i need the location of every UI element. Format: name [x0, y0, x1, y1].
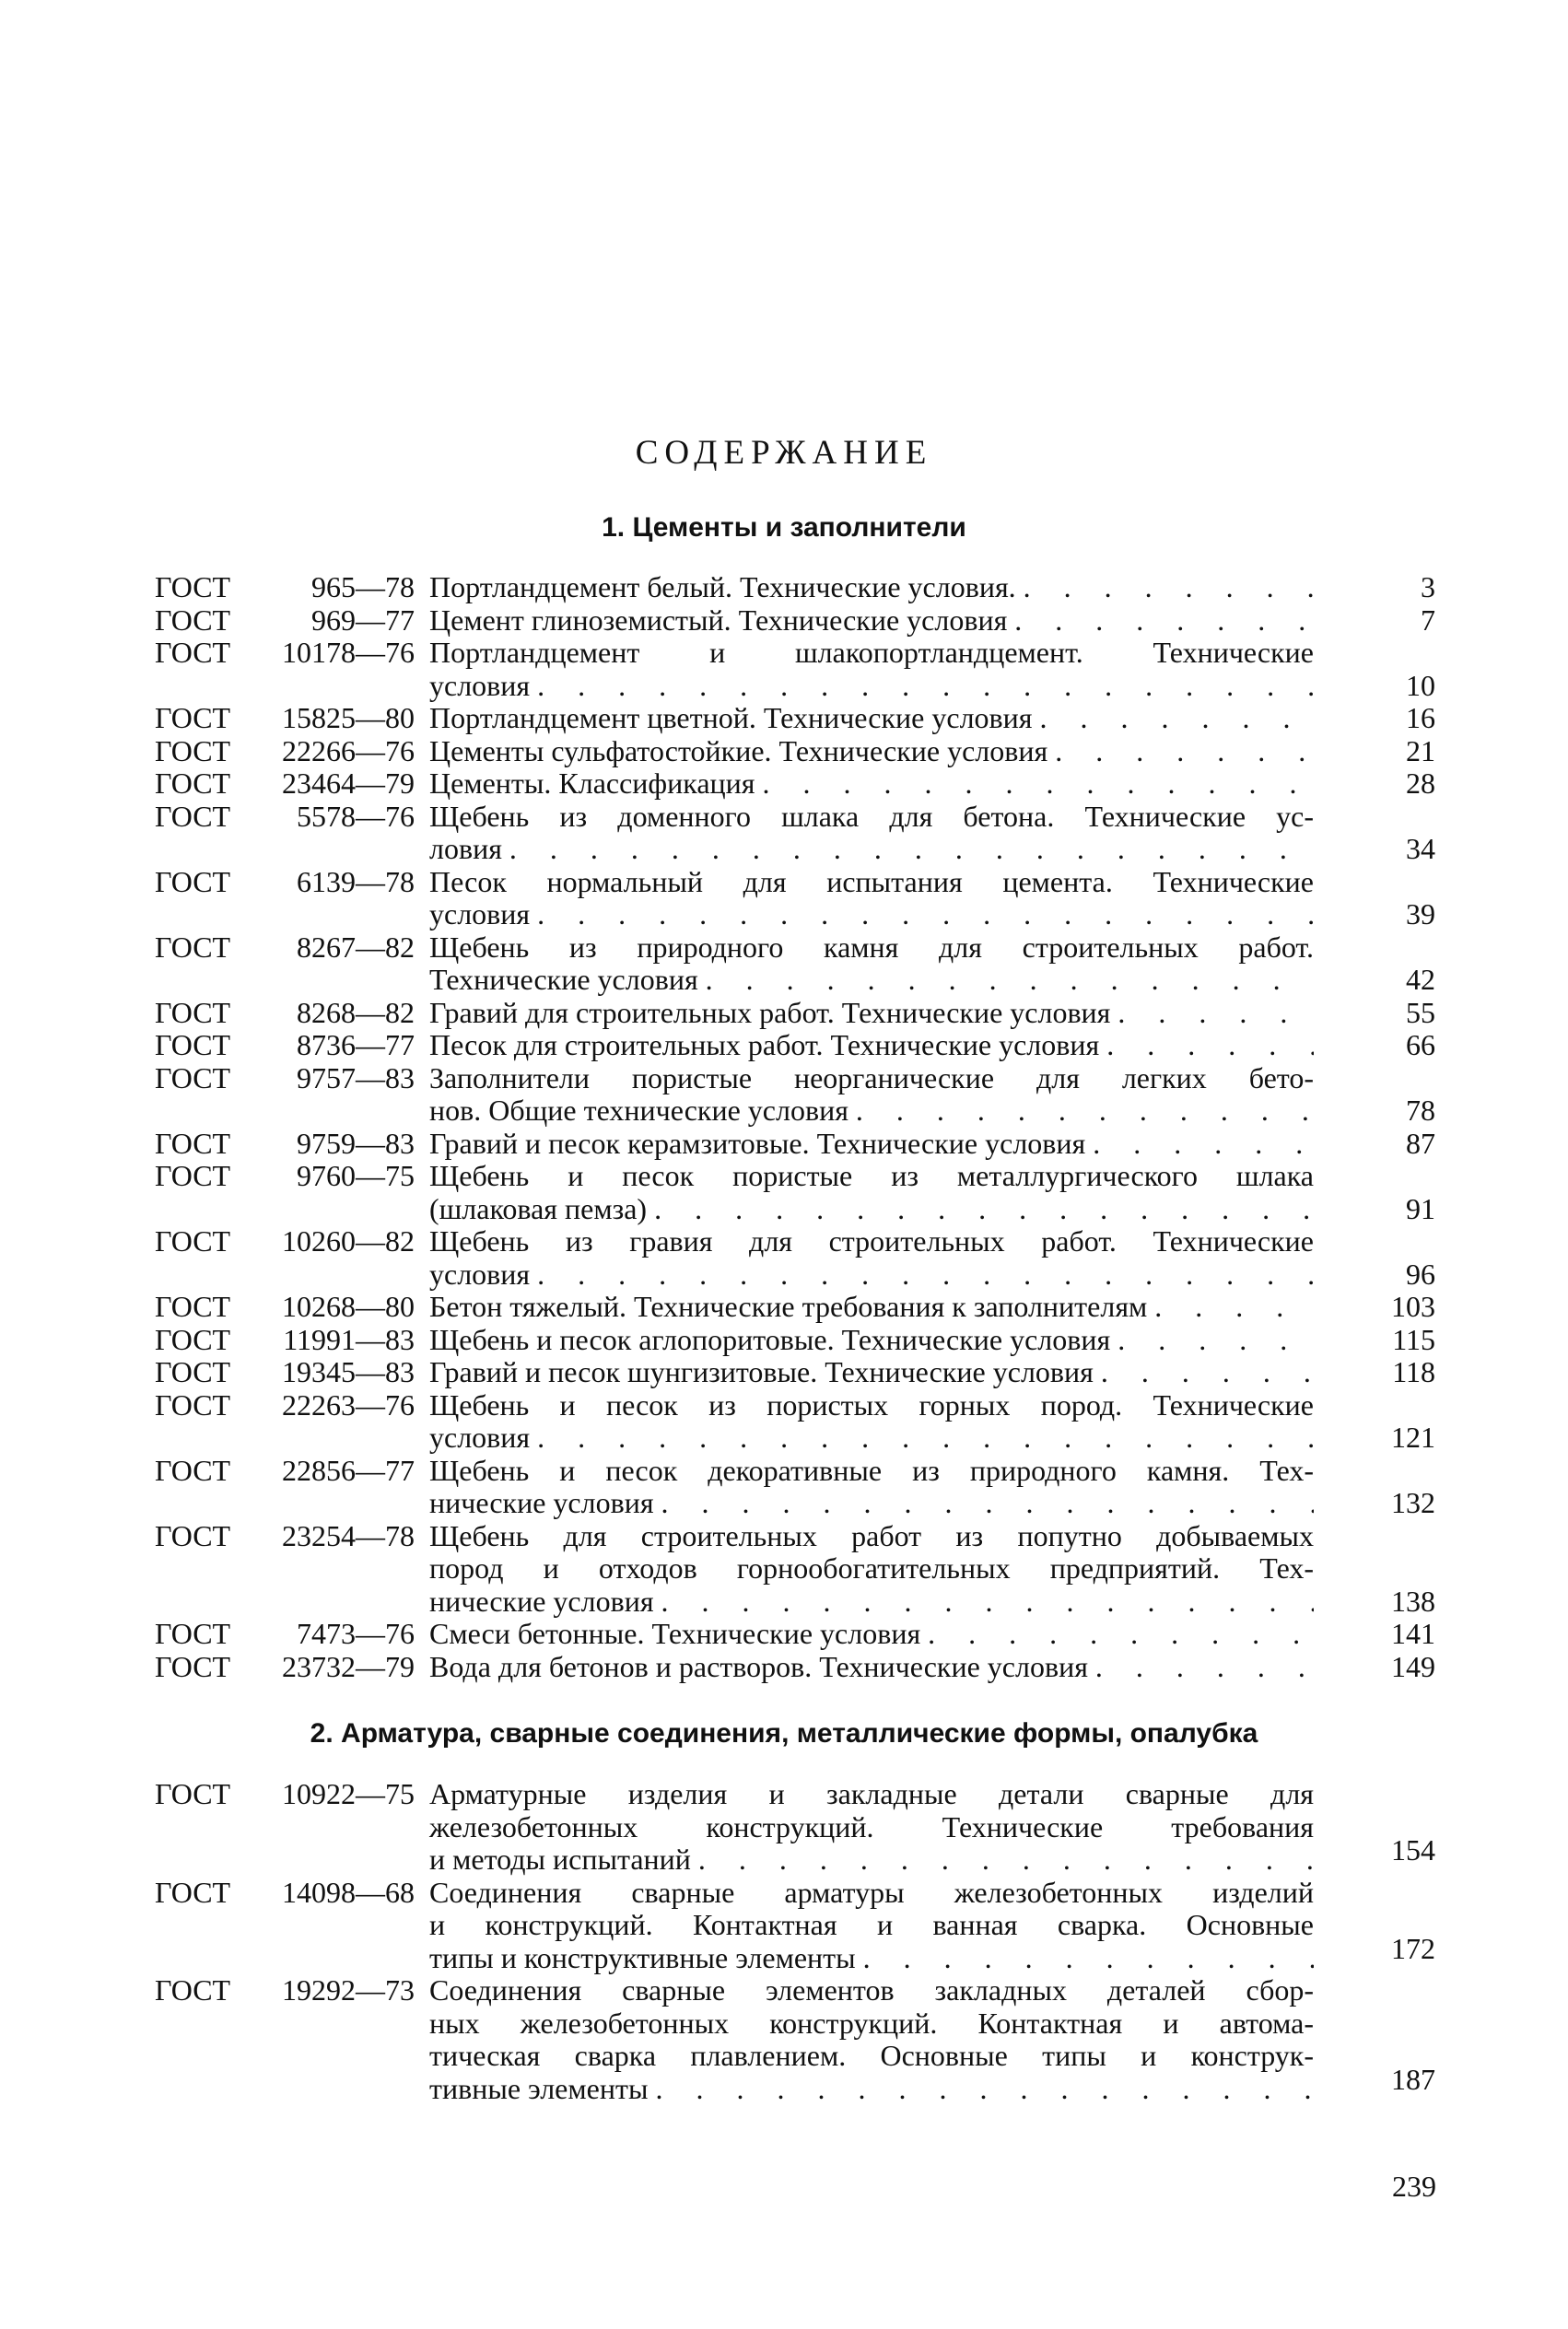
dot-leader — [856, 1942, 1314, 1975]
standard-prefix: ГОСТ — [155, 1649, 231, 1683]
standard-code: 8268—82 — [297, 995, 415, 1029]
standard-prefix: ГОСТ — [155, 1159, 231, 1192]
entry-title-line — [429, 1942, 1314, 1975]
standard-code: 22263—76 — [282, 1387, 415, 1422]
toc-entry — [155, 1291, 1435, 1324]
entry-title-text: условия — [429, 1257, 531, 1291]
entry-title-line — [429, 670, 1314, 703]
page-ref: 55 — [1406, 995, 1435, 1029]
standard-code: 10260—82 — [282, 1224, 415, 1258]
page-ref: 91 — [1406, 1191, 1435, 1225]
entry-title — [429, 1520, 1314, 1619]
entry-title-line — [429, 2073, 1314, 2106]
standard-prefix: ГОСТ — [155, 930, 231, 964]
entry-title-line — [429, 1877, 1314, 1910]
entry-title-text: тическая сварка плавлением. Основные типы и конструк- — [429, 2039, 1314, 2072]
toc-entry — [155, 1128, 1435, 1161]
entry-title-text: и конструкций. Контактная и ванная сварка. Основные — [429, 1908, 1314, 1941]
entry-title — [429, 702, 1314, 735]
page-ref: 87 — [1406, 1126, 1435, 1160]
toc-entry — [155, 604, 1435, 638]
standard-prefix: ГОСТ — [155, 1224, 231, 1258]
entry-title-line — [429, 1258, 1314, 1292]
entry-title — [429, 1029, 1314, 1062]
entry-title-line — [429, 735, 1314, 768]
standard-code: 6139—78 — [297, 864, 415, 898]
standard-prefix: ГОСТ — [155, 864, 231, 898]
entry-title-line — [429, 1811, 1314, 1844]
standard-code: 9757—83 — [297, 1060, 415, 1094]
standard-code: 10922—75 — [282, 1777, 415, 1810]
standard-code: 14098—68 — [282, 1875, 415, 1909]
page-ref: 149 — [1391, 1649, 1435, 1683]
dot-leader — [1110, 997, 1314, 1030]
entry-title — [429, 637, 1314, 702]
standard-prefix: ГОСТ — [155, 733, 231, 767]
entry-title-line — [429, 604, 1314, 638]
entry-title-text: Соединения сварные арматуры железобетонных изделий — [429, 1875, 1314, 1909]
entry-title-line — [429, 2040, 1314, 2073]
dot-leader — [530, 1422, 1314, 1455]
standard-code: 8736—77 — [297, 1028, 415, 1061]
entry-title-line — [429, 866, 1314, 899]
page-ref: 34 — [1406, 832, 1435, 865]
entry-title-line — [429, 1778, 1314, 1811]
toc-entry — [155, 1974, 1435, 2105]
standard-code: 23732—79 — [282, 1649, 415, 1683]
toc-entry — [155, 571, 1435, 604]
entry-title-text: Арматурные изделия и закладные детали сварные для — [429, 1777, 1314, 1810]
entry-title-text: Соединения сварные элементов закладных деталей сбор- — [429, 1973, 1314, 2007]
standard-code: 969—77 — [311, 603, 415, 637]
toc-entry — [155, 767, 1435, 801]
entry-title-text: Бетон тяжелый. Технические требования к заполнителям — [429, 1290, 1148, 1323]
entry-title-line — [429, 1651, 1314, 1684]
entry-title — [429, 1974, 1314, 2105]
standard-code: 5578—76 — [297, 799, 415, 833]
section-heading-cements: 1. Цементы и заполнители — [602, 512, 966, 543]
standard-prefix: ГОСТ — [155, 1777, 231, 1810]
entry-title-line — [429, 1094, 1314, 1128]
page-ref: 21 — [1406, 733, 1435, 767]
entry-title-line — [429, 1193, 1314, 1226]
entry-title-text: Песок для строительных работ. Технические условия — [429, 1028, 1100, 1061]
toc-entry — [155, 1618, 1435, 1651]
entry-title — [429, 1356, 1314, 1389]
entry-title — [429, 1778, 1314, 1877]
standard-code: 10268—80 — [282, 1290, 415, 1323]
standard-code: 23254—78 — [282, 1518, 415, 1552]
entry-title — [429, 1062, 1314, 1128]
entry-title-text: Портландцемент и шлакопортландцемент. Технические — [429, 636, 1314, 669]
dot-leader — [1032, 702, 1314, 735]
page-ref: 141 — [1391, 1617, 1435, 1650]
entry-title-text: Щебень и песок декоративные из природного камня. Тех- — [429, 1453, 1314, 1487]
dot-leader — [654, 1586, 1314, 1619]
entry-title-text: Цементы. Классификация — [429, 767, 755, 800]
entry-title-text: Цементы сульфатостойкие. Технические условия — [429, 733, 1048, 767]
toc-entry — [155, 1778, 1435, 1877]
standard-prefix: ГОСТ — [155, 570, 231, 603]
dot-leader — [1099, 1029, 1314, 1062]
entry-title-line — [429, 1520, 1314, 1553]
entry-title — [429, 1877, 1314, 1975]
dot-leader — [654, 1487, 1314, 1520]
entry-title-line — [429, 898, 1314, 931]
entry-title-text: Гравий для строительных работ. Технические условия — [429, 995, 1111, 1029]
toc-entry — [155, 801, 1435, 866]
standard-code: 8267—82 — [297, 930, 415, 964]
entry-title-text: и методы испытаний — [429, 1843, 691, 1876]
entry-title-line — [429, 801, 1314, 834]
dot-leader — [848, 1094, 1314, 1128]
toc-entry — [155, 931, 1435, 997]
page-number: 239 — [1392, 2170, 1436, 2203]
dot-leader — [647, 1193, 1314, 1226]
entry-title-text: условия — [429, 668, 531, 702]
toc-entry — [155, 702, 1435, 735]
page-ref: 16 — [1406, 701, 1435, 734]
toc-entry — [155, 1356, 1435, 1389]
entry-title-line — [429, 931, 1314, 965]
standard-code: 7473—76 — [297, 1617, 415, 1650]
entry-title-text: Щебень для строительных работ из попутно добываемых — [429, 1518, 1314, 1552]
standard-code: 9760—75 — [297, 1159, 415, 1192]
entry-title-line — [429, 1062, 1314, 1095]
entry-title-line — [429, 1029, 1314, 1062]
entry-title-line — [429, 1586, 1314, 1619]
dot-leader — [1094, 1356, 1314, 1389]
entry-title-line — [429, 637, 1314, 670]
page-ref: 42 — [1406, 963, 1435, 996]
page-ref: 78 — [1406, 1094, 1435, 1127]
dot-leader — [648, 2073, 1314, 2106]
dot-leader — [1110, 1324, 1314, 1357]
section-heading-reinforcement: 2. Арматура, сварные соединения, металлические формы, опалубка — [310, 1718, 1258, 1749]
entry-title-line — [429, 1618, 1314, 1651]
toc-entry — [155, 1520, 1435, 1619]
entry-title — [429, 1618, 1314, 1651]
standard-prefix: ГОСТ — [155, 995, 231, 1029]
toc-entry — [155, 866, 1435, 931]
entry-title-line — [429, 1909, 1314, 1942]
page-ref: 187 — [1391, 2062, 1435, 2096]
dot-leader — [502, 833, 1314, 866]
entry-title-text: Технические условия — [429, 963, 698, 996]
standard-prefix: ГОСТ — [155, 1617, 231, 1650]
dot-leader — [1085, 1128, 1314, 1161]
standard-prefix: ГОСТ — [155, 1453, 231, 1487]
entry-title-line — [429, 1974, 1314, 2007]
standard-prefix: ГОСТ — [155, 701, 231, 734]
entry-title-line — [429, 1389, 1314, 1422]
standard-code: 22266—76 — [282, 733, 415, 767]
page-title: СОДЕРЖАНИЕ — [635, 434, 933, 472]
entry-title-line — [429, 1356, 1314, 1389]
standard-code: 19345—83 — [282, 1355, 415, 1388]
dot-leader — [1007, 604, 1314, 638]
page-ref: 115 — [1392, 1322, 1435, 1356]
entry-title-text: ных железобетонных конструкций. Контактная и автома- — [429, 2006, 1314, 2040]
page-ref: 28 — [1406, 767, 1435, 800]
standard-prefix: ГОСТ — [155, 603, 231, 637]
dot-leader — [755, 767, 1314, 801]
entry-title — [429, 1225, 1314, 1291]
standard-code: 11991—83 — [283, 1322, 415, 1356]
standard-prefix: ГОСТ — [155, 1322, 231, 1356]
entry-title — [429, 571, 1314, 604]
dot-leader — [1047, 735, 1314, 768]
entry-title-text: Щебень из гравия для строительных работ. Технические — [429, 1224, 1314, 1258]
entry-title-line — [429, 964, 1314, 997]
dot-leader — [1016, 571, 1314, 604]
page-ref: 121 — [1391, 1421, 1435, 1454]
standard-prefix: ГОСТ — [155, 1518, 231, 1552]
toc-entry — [155, 1651, 1435, 1684]
toc-entry — [155, 1324, 1435, 1357]
entry-title-text: Щебень и песок аглопоритовые. Технические условия — [429, 1322, 1111, 1356]
entry-title-line — [429, 1160, 1314, 1193]
entry-title — [429, 604, 1314, 638]
toc-list-reinforcement — [155, 1778, 1435, 2105]
entry-title-line — [429, 1225, 1314, 1258]
entry-title-text: железобетонных конструкций. Технические требования — [429, 1809, 1314, 1843]
entry-title — [429, 767, 1314, 801]
standard-prefix: ГОСТ — [155, 767, 231, 800]
entry-title-text: нов. Общие технические условия — [429, 1094, 848, 1127]
toc-entry — [155, 1029, 1435, 1062]
standard-code: 15825—80 — [282, 701, 415, 734]
page-ref: 96 — [1406, 1257, 1435, 1291]
entry-title-line — [429, 1291, 1314, 1324]
toc-entry — [155, 1225, 1435, 1291]
entry-title — [429, 1651, 1314, 1684]
entry-title — [429, 735, 1314, 768]
entry-title-line — [429, 1843, 1314, 1877]
entry-title-text: Портландцемент цветной. Технические условия — [429, 701, 1033, 734]
entry-title-text: тивные элементы — [429, 2071, 649, 2105]
standard-prefix: ГОСТ — [155, 1060, 231, 1094]
entry-title-line — [429, 767, 1314, 801]
entry-title-line — [429, 1455, 1314, 1488]
standard-code: 19292—73 — [282, 1973, 415, 2007]
dot-leader — [1088, 1651, 1314, 1684]
page-ref: 172 — [1391, 1931, 1435, 1965]
standard-code: 965—78 — [311, 570, 415, 603]
entry-title-text: Вода для бетонов и растворов. Технические условия — [429, 1649, 1088, 1683]
entry-title — [429, 997, 1314, 1030]
entry-title-line — [429, 1128, 1314, 1161]
standard-code: 10178—76 — [282, 636, 415, 669]
entry-title-text: (шлаковая пемза) — [429, 1191, 648, 1225]
page-ref: 7 — [1421, 603, 1435, 637]
dot-leader — [698, 964, 1314, 997]
dot-leader — [530, 670, 1314, 703]
entry-title — [429, 1389, 1314, 1455]
entry-title-text: Щебень из природного камня для строительных работ. — [429, 930, 1314, 964]
page-ref: 3 — [1421, 570, 1435, 603]
entry-title-text: нические условия — [429, 1486, 654, 1519]
standard-prefix: ГОСТ — [155, 1875, 231, 1909]
entry-title — [429, 1291, 1314, 1324]
entry-title-text: типы и конструктивные элементы — [429, 1940, 856, 1974]
toc-entry — [155, 637, 1435, 702]
entry-title — [429, 801, 1314, 866]
standard-code: 9759—83 — [297, 1126, 415, 1160]
entry-title — [429, 1455, 1314, 1520]
entry-title-text: нические условия — [429, 1584, 654, 1618]
page-ref: 103 — [1391, 1290, 1435, 1323]
entry-title-text: Смеси бетонные. Технические условия — [429, 1617, 921, 1650]
page-ref: 154 — [1391, 1833, 1435, 1867]
entry-title-text: Песок нормальный для испытания цемента. Технические — [429, 864, 1314, 898]
entry-title-line — [429, 1487, 1314, 1520]
toc-entry — [155, 997, 1435, 1030]
toc-entry — [155, 1877, 1435, 1975]
standard-prefix: ГОСТ — [155, 636, 231, 669]
entry-title-line — [429, 1324, 1314, 1357]
dot-leader — [920, 1618, 1314, 1651]
standard-prefix: ГОСТ — [155, 1355, 231, 1388]
entry-title-line — [429, 833, 1314, 866]
page-ref: 10 — [1406, 668, 1435, 702]
page-ref: 132 — [1391, 1486, 1435, 1519]
entry-title — [429, 1324, 1314, 1357]
dot-leader — [530, 1258, 1314, 1292]
entry-title-line — [429, 1552, 1314, 1586]
entry-title-text: пород и отходов горнообогатительных предприятий. Тех- — [429, 1551, 1314, 1585]
dot-leader — [530, 898, 1314, 931]
entry-title-text: Цемент глиноземистый. Технические условия — [429, 603, 1008, 637]
entry-title-text: Щебень из доменного шлака для бетона. Технические ус- — [429, 799, 1314, 833]
dot-leader — [1147, 1291, 1314, 1324]
entry-title-text: Заполнители пористые неорганические для легких бето- — [429, 1060, 1314, 1094]
page-ref: 66 — [1406, 1028, 1435, 1061]
toc-entry — [155, 1389, 1435, 1455]
standard-code: 22856—77 — [282, 1453, 415, 1487]
entry-title-text: условия — [429, 897, 531, 930]
toc-entry — [155, 1062, 1435, 1128]
standard-prefix: ГОСТ — [155, 1387, 231, 1422]
page-ref: 118 — [1392, 1355, 1435, 1388]
dot-leader — [691, 1843, 1314, 1877]
toc-entry — [155, 1455, 1435, 1520]
entry-title-line — [429, 702, 1314, 735]
standard-prefix: ГОСТ — [155, 1290, 231, 1323]
entry-title-text: Щебень и песок из пористых горных пород. Технические — [429, 1387, 1314, 1422]
toc-entry — [155, 735, 1435, 768]
standard-prefix: ГОСТ — [155, 1973, 231, 2007]
entry-title-line — [429, 571, 1314, 604]
entry-title-line — [429, 997, 1314, 1030]
standard-prefix: ГОСТ — [155, 799, 231, 833]
entry-title — [429, 1160, 1314, 1225]
entry-title-text: Портландцемент белый. Технические условия. — [429, 570, 1016, 603]
entry-title-line — [429, 1422, 1314, 1455]
toc-entry — [155, 1160, 1435, 1225]
entry-title-text: условия — [429, 1421, 531, 1454]
entry-title — [429, 866, 1314, 931]
entry-title-text: Гравий и песок шунгизитовые. Технические условия — [429, 1355, 1094, 1388]
standard-prefix: ГОСТ — [155, 1126, 231, 1160]
page-ref: 39 — [1406, 897, 1435, 930]
entry-title — [429, 931, 1314, 997]
entry-title — [429, 1128, 1314, 1161]
entry-title-text: Щебень и песок пористые из металлургического шлака — [429, 1159, 1314, 1192]
toc-list-cements — [155, 571, 1435, 1683]
standard-code: 23464—79 — [282, 767, 415, 800]
entry-title-text: Гравий и песок керамзитовые. Технические условия — [429, 1126, 1086, 1160]
entry-title-line — [429, 2007, 1314, 2041]
standard-prefix: ГОСТ — [155, 1028, 231, 1061]
page-ref: 138 — [1391, 1584, 1435, 1618]
entry-title-text: ловия — [429, 832, 502, 865]
